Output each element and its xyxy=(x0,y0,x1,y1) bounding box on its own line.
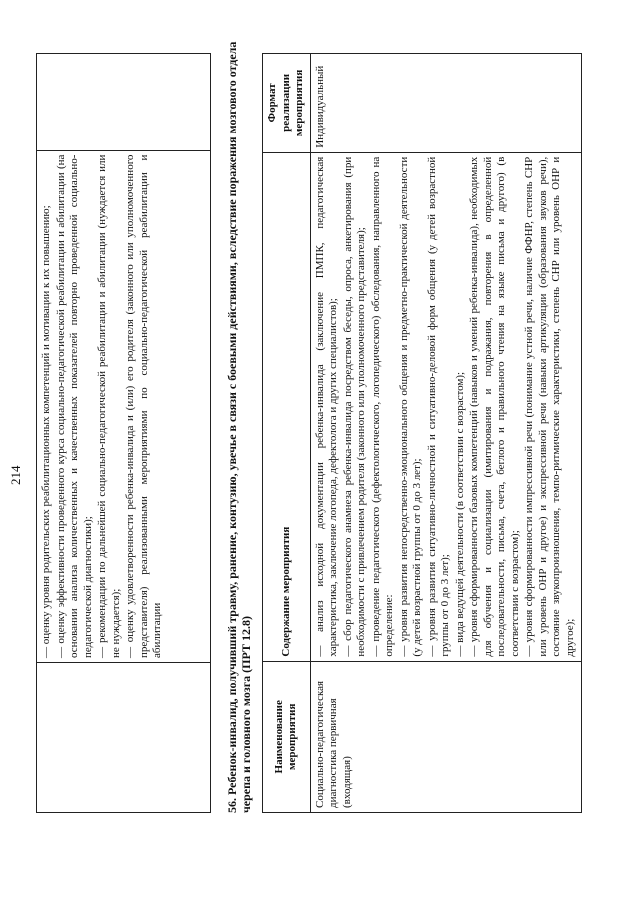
header-name: Наименование мероприятия xyxy=(263,661,311,812)
measure-list xyxy=(314,157,578,657)
empty-name-cell xyxy=(37,662,211,812)
list-item: — вида ведущей деятельности (в соответствии с возрастом); xyxy=(453,371,466,657)
list-item: — оценку удовлетворенности ребенка-инвалида и (или) его родителя (законного или уполномоченного представителя) реализованными мероприятиями по социально-педагогической реабилитации и абилитации xyxy=(124,154,163,658)
list-item: — уровня развития непосредственно-эмоционального общения и предметно-практической деятельности (у детей возрастной группы от 0 до 3 лет); xyxy=(397,156,423,657)
list-item: — рекомендации по дальнейшей социально-педагогической реабилитации и абилитации (нуждается или не нуждается); xyxy=(96,154,122,658)
table-row xyxy=(310,54,582,813)
continuation-table xyxy=(36,53,211,813)
page-number: 214 xyxy=(8,465,23,485)
list-item: — уровня сформированности импрессивной речи (понимание устной речи, наличие ФФНР, степень СНР или уровень ОНР и другое) и экспрессивной речи (навыки артикуляции (образования звуков речи), состояние звукопроизношения, темпо-ритмические характеристики, степень СНР или уровень ОНР и другое); xyxy=(523,156,576,657)
list-item: — анализ исходной документации ребенка-инвалида (заключение ПМПК, педагогическая характеристика, заключение логопеда, дефектолога и других специалистов); xyxy=(313,156,339,657)
measures-table xyxy=(262,53,582,813)
empty-format-cell xyxy=(37,54,211,151)
measure-format: Индивидуальный xyxy=(310,54,582,153)
list-item: — уровня развития ситуативно-личностной и ситуативно-деловой форм общения (у детей возрастной группы от 0 до 3 лет); xyxy=(425,156,451,657)
measure-content xyxy=(310,152,582,661)
header-content: Содержание мероприятия xyxy=(263,152,311,661)
header-format: Формат реализации мероприятия xyxy=(263,54,311,153)
list-item: — оценку эффективности проведенного курса социально-педагогической реабилитации и абилитации (на основании анализа количественных и качественных показателей повторно проведенной социально-педагогической диагностики); xyxy=(54,154,94,658)
content-cell xyxy=(37,150,211,662)
table-row xyxy=(37,54,211,813)
list-item: — сбор педагогического анамнеза ребенка-инвалида посредством беседы, опроса, анкетирования (при необходимости с привлечением родителя (законного или уполномоченного представителя); xyxy=(341,156,367,657)
measure-name: Социально-педагогическая диагностика первичная (входящая) xyxy=(310,661,582,812)
continuation-list xyxy=(40,155,165,658)
list-item: — оценку уровня родительских реабилитационных компетенций и мотивации к их повышению; xyxy=(40,205,52,658)
section-title: 56. Ребенок-инвалид, получивший травму, ранение, контузию, увечье в связи с боевыми действиями, вследствие поражения мозгового отдела черепа и головного мозга (ПРТ 12.8) xyxy=(225,41,253,813)
table-header-row xyxy=(263,54,311,813)
list-item: — уровня сформированности базовых компетенций (навыков и умений ребенка-инвалида), необходимых для обучения и социализации (имитирования и подражания, повторения в определенной последовательности, письма, счета, беглого и правильного чтения на языке письма и другого) (в соответствии с возрастом); xyxy=(468,156,521,657)
list-item: — проведение педагогического (дефектологического, логопедического) обследования, направленного на определение: xyxy=(369,156,395,657)
